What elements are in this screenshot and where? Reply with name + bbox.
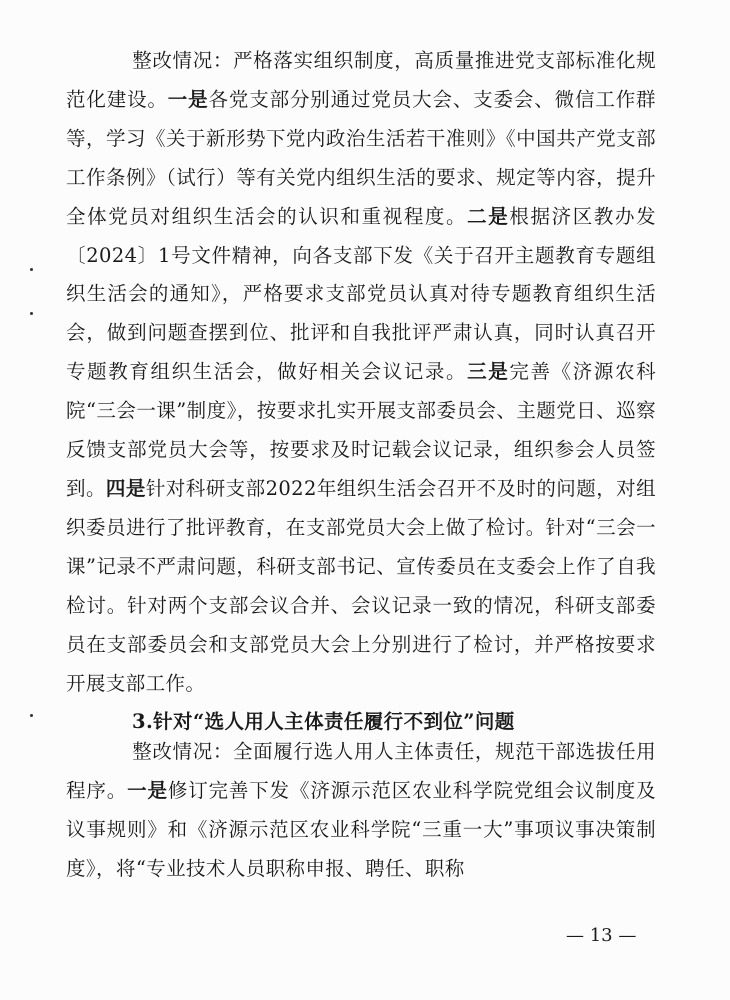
page-number: — 13 — [566,925,637,946]
item-marker-4: 四是 [105,476,146,500]
para1-text-1: 整改情况：严格落实组织制度，高质量推进党支部标准化规范化建设。 [66,49,656,111]
rectification-paragraph-2 [66,42,656,703]
para1-text-5: 针对科研支部2022年组织生活会召开不及时的问题，对组织委员进行了批评教育，在支部党员大会上做了检讨。针对“三会一课”记录不严肃问题，科研支部书记、宣传委员在支委会上作了自我检讨。针对两个支部会议合并、会议记录一致的情况，科研支部委员在支部委员会和支部党员大会上分别进行了检讨，并严格按要求开展支部工作。 [66,476,656,695]
para1-text-3: 根据济区教办发〔2024〕1号文件精神，向各支部下发《关于召开主题教育专题组织生活会的通知》，严格要求支部党员认真对待专题教育组织生活会，做到问题查摆到位、批评和自我批评严肃认真，同时认真召开专题教育组织生活会，做好相关会议记录。 [66,204,656,384]
para2-text-2: 修订完善下发《济源示范区农业科学院党组会议制度及议事规则》和《济源示范区农业科学院“三重一大”事项议事决策制度》，将“专业技术人员职称申报、聘任、职称 [66,778,657,880]
para2-text-1: 整改情况：全面履行选人用人主体责任，规范干部选拔任用程序。 [66,740,656,802]
section-heading-3: 3.针对“选人用人主体责任履行不到位”问题 [132,710,515,733]
rectification-paragraph-3 [66,733,656,889]
para1-text-2: 各党支部分别通过党员大会、支委会、微信工作群等，学习《关于新形势下党内政治生活若干准则》《中国共产党支部工作条例》（试行）等有关党内组织生活的要求、规定等内容，提升全体党员对组织生活会的认识和重视程度。 [66,87,656,228]
item-marker-3: 三是 [467,360,510,384]
scan-dot [30,268,33,271]
item-marker-2: 二是 [467,204,510,228]
scan-dot [30,312,33,315]
item-marker-1: 一是 [127,778,168,802]
item-marker-1: 一是 [167,87,209,111]
para1-text-4: 完善《济源农科院“三会一课”制度》，按要求扎实开展支部委员会、主题党日、巡察反馈支部党员大会等，按要求及时记载会议记录，组织参会人员签到。 [66,360,656,500]
scan-dot [30,714,33,717]
